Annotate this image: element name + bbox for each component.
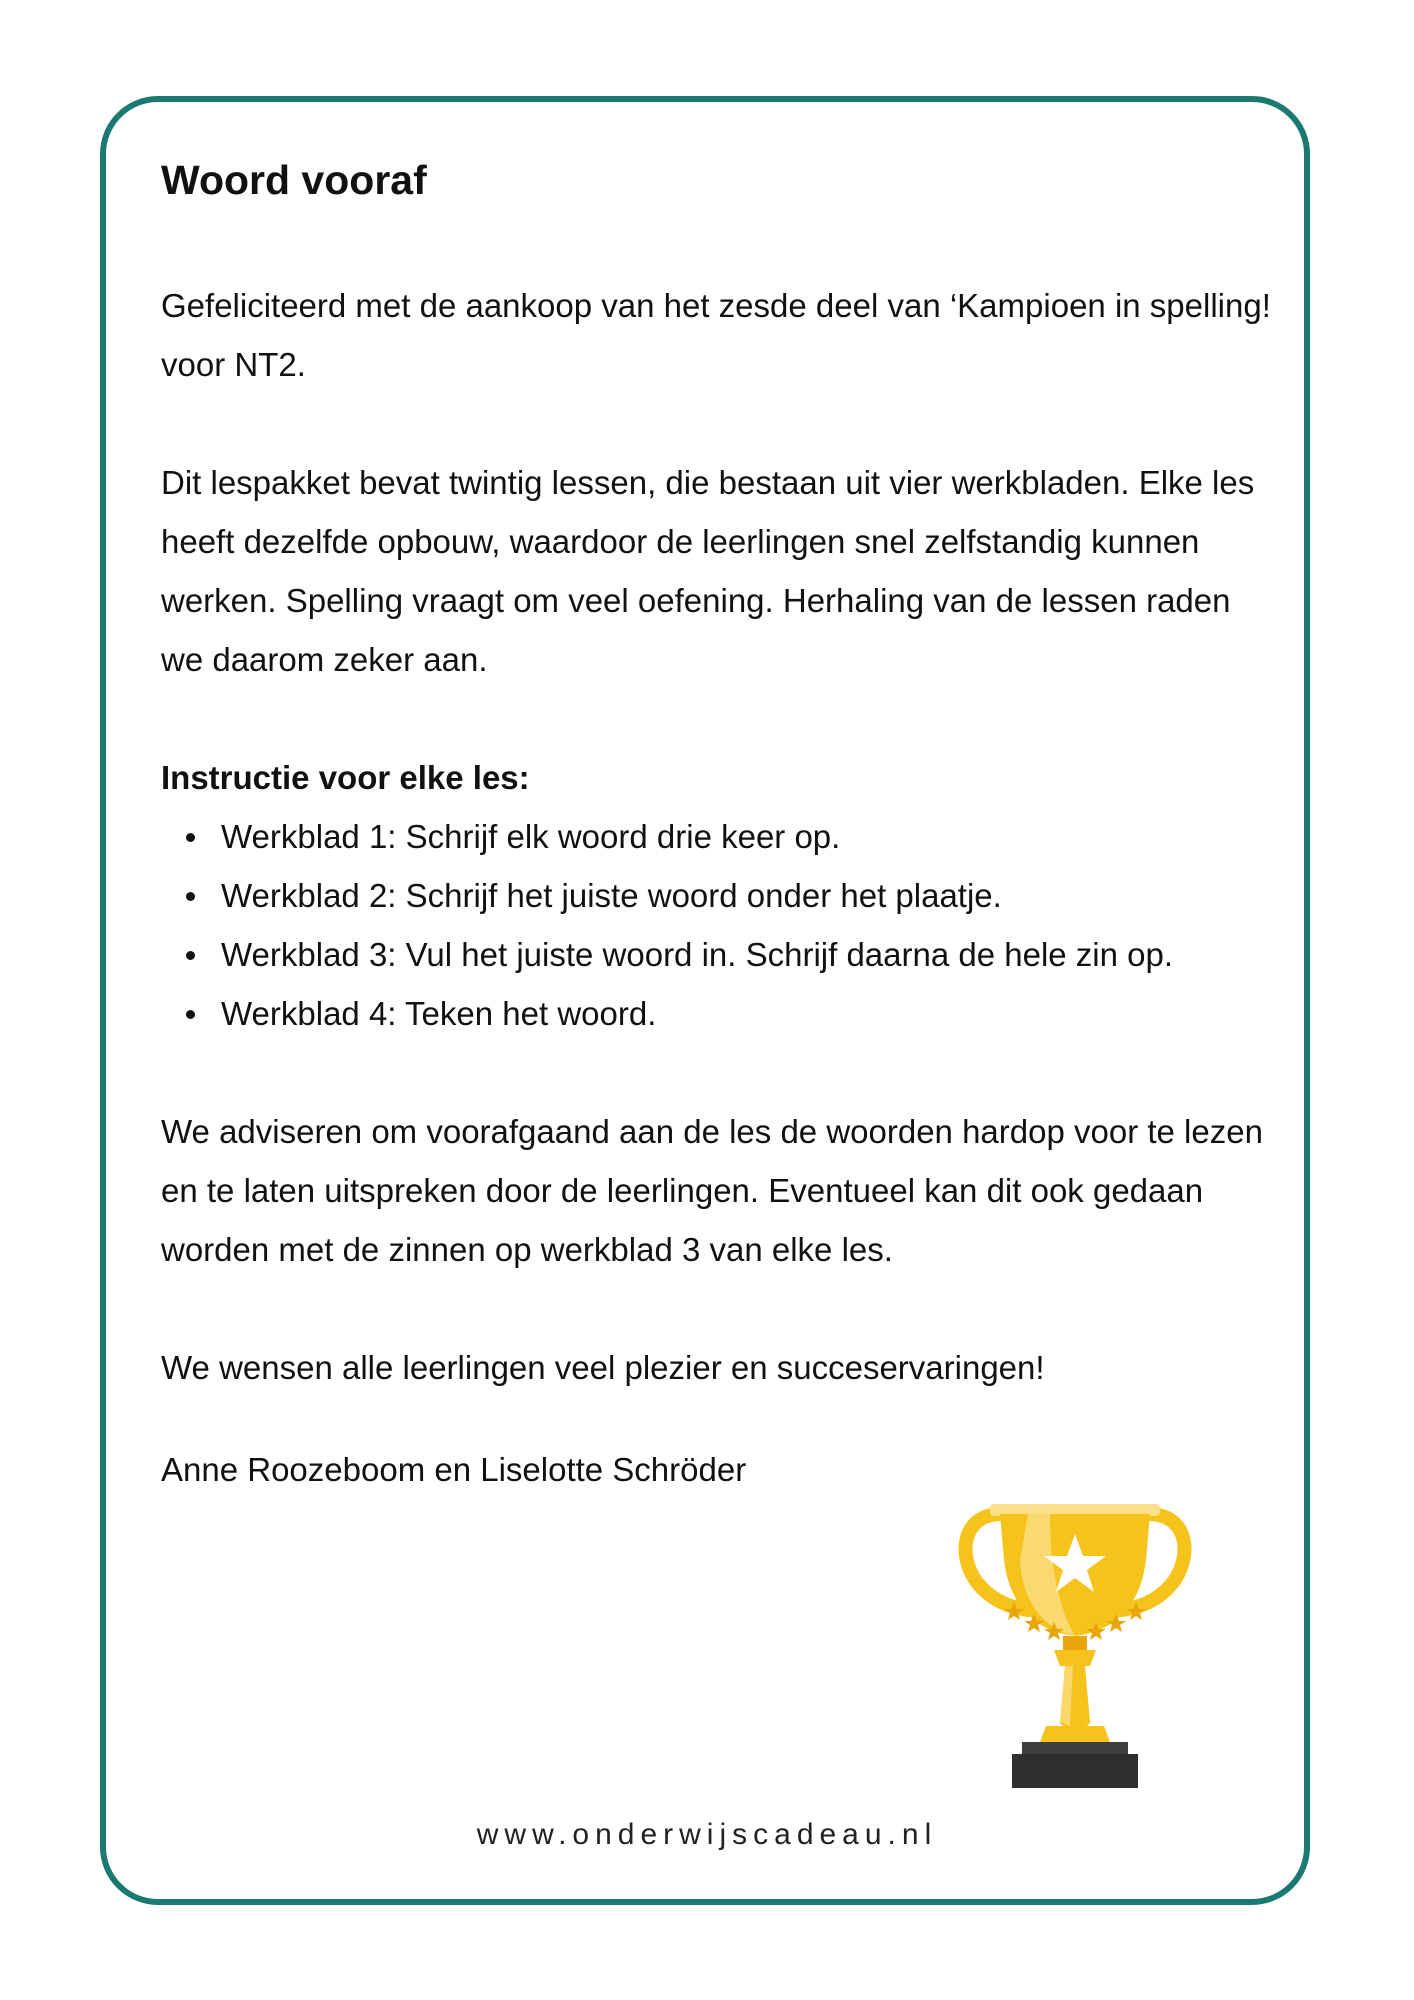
list-item xyxy=(161,866,1271,925)
website-url: www.onderwijscadeau.nl xyxy=(476,1818,938,1851)
list-item xyxy=(161,807,1271,866)
bullet-icon xyxy=(186,892,195,901)
instruction-text: Werkblad 4: Teken het woord. xyxy=(221,995,657,1032)
authors-line: Anne Roozeboom en Liselotte Schröder xyxy=(161,1451,747,1488)
advice-paragraph: We adviseren om voorafgaand aan de les de woorden hardop voor te lezen en te laten uitspreken door de leerlingen. Eventueel kan dit ook gedaan worden met de zinnen op werkblad 3 van elke les. xyxy=(161,1113,1263,1268)
bullet-icon xyxy=(186,951,195,960)
wish-paragraph: We wensen alle leerlingen veel plezier en succeservaringen! xyxy=(161,1349,1045,1386)
instructions-heading: Instructie voor elke les: xyxy=(161,759,530,796)
document-body xyxy=(161,150,1271,1499)
page-title: Woord vooraf xyxy=(161,157,427,203)
instruction-text: Werkblad 3: Vul het juiste woord in. Schrijf daarna de hele zin op. xyxy=(221,936,1174,973)
list-item xyxy=(161,925,1271,984)
intro-paragraph: Gefeliciteerd met de aankoop van het zesde deel van ‘Kampioen in spelling! voor NT2. xyxy=(161,287,1271,383)
description-paragraph: Dit lespakket bevat twintig lessen, die bestaan uit vier werkbladen. Elke les heeft dezelfde opbouw, waardoor de leerlingen snel zelfstandig kunnen werken. Spelling vraagt om veel oefening. Herhaling van de lessen raden we daarom zeker aan. xyxy=(161,464,1255,678)
trophy-icon xyxy=(950,1490,1200,1790)
instruction-text: Werkblad 1: Schrijf elk woord drie keer op. xyxy=(221,818,841,855)
instruction-text: Werkblad 2: Schrijf het juiste woord onder het plaatje. xyxy=(221,877,1002,914)
list-item xyxy=(161,984,1271,1043)
bullet-icon xyxy=(186,833,195,842)
instructions-list xyxy=(161,807,1271,1043)
bullet-icon xyxy=(186,1010,195,1019)
